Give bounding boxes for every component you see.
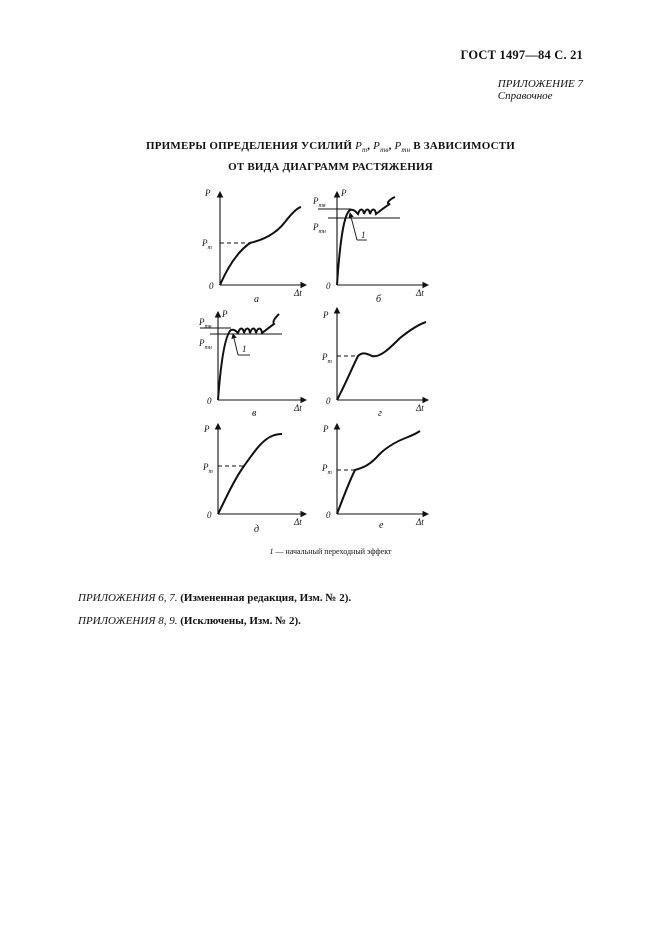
title-part-1: ПРИМЕРЫ ОПРЕДЕЛЕНИЯ УСИЛИЙ [145, 140, 353, 152]
diagram-b [312, 188, 428, 305]
caption-g: г [378, 408, 382, 419]
title-symbol-pt: $P_т$ [355, 140, 368, 155]
caption-d: д [254, 524, 260, 535]
axis-y-a: P [205, 188, 211, 198]
axis-x-b: Δt [416, 288, 424, 298]
appendix-type: Справочное [497, 90, 553, 102]
origin-a: 0 [209, 281, 214, 291]
axis-y-d: P [204, 424, 210, 434]
axis-x-d: Δt [294, 517, 302, 527]
footer-line-2-note: (Исключены, Изм. № 2). [180, 615, 301, 627]
label-ptn-v: $P_{тн}$ [199, 338, 212, 351]
axis-x-a: Δt [294, 288, 302, 298]
footer-line-1-appendices: ПРИЛОЖЕНИЯ 6, 7. [78, 592, 178, 604]
title-part-2: В ЗАВИСИМОСТИ [413, 140, 516, 152]
marker-1-b: 1 [361, 230, 366, 240]
label-pt-e: $P_т$ [322, 463, 332, 476]
origin-b: 0 [326, 281, 331, 291]
marker-1-v: 1 [242, 344, 247, 354]
title-line-2: ОТ ВИДА ДИАГРАММ РАСТЯЖЕНИЯ [228, 161, 433, 174]
axis-y-b: P [341, 188, 347, 198]
note-number: 1 [269, 547, 274, 556]
page-header-gost: ГОСТ 1497—84 С. 21 [460, 48, 583, 62]
footer-line-1-note: (Измененная редакция, Изм. № 2). [180, 592, 352, 604]
axis-x-g: Δt [416, 403, 424, 413]
diagram-v [198, 309, 306, 419]
label-pt-a: $P_т$ [202, 238, 212, 251]
axis-x-e: Δt [416, 517, 424, 527]
origin-e: 0 [326, 510, 331, 520]
caption-e: е [379, 520, 384, 531]
label-ptn-b: $P_{тн}$ [313, 222, 326, 235]
diagram-e [321, 424, 428, 531]
diagram-a [201, 188, 306, 305]
caption-b: б [376, 294, 382, 305]
footer-line-2 [78, 615, 301, 627]
diagram-g [321, 308, 428, 419]
label-pt-d: $P_т$ [203, 462, 213, 475]
footer-line-1 [78, 592, 351, 604]
origin-d: 0 [207, 510, 212, 520]
appendix-number: ПРИЛОЖЕНИЕ 7 [497, 78, 583, 90]
title-symbol-ptv: $P_{тв}$ [373, 140, 389, 155]
title-line-1: ПРИМЕРЫ ОПРЕДЕЛЕНИЯ УСИЛИЙ $P_т$, $P_{тв}$, $P_{тн}$ В ЗАВИСИМОСТИ [145, 140, 516, 155]
axis-y-e: P [323, 424, 329, 434]
axis-y-v: P [222, 309, 228, 319]
origin-g: 0 [326, 396, 331, 406]
note-text: — начальный переходный эффект [275, 547, 392, 556]
axis-y-g: P [323, 310, 329, 320]
caption-a: а [254, 294, 259, 305]
figure-note [0, 547, 661, 556]
origin-v: 0 [207, 396, 212, 406]
label-pt-g: $P_т$ [322, 352, 332, 365]
caption-v: в [252, 408, 257, 419]
axis-x-v: Δt [294, 403, 302, 413]
title-symbol-ptn: $P_{тн}$ [394, 140, 411, 155]
label-ptv-b: $P_{тв}$ [313, 196, 326, 209]
footer-line-2-appendices: ПРИЛОЖЕНИЯ 8, 9. [78, 615, 178, 627]
label-ptv-v: $P_{тв}$ [199, 317, 212, 330]
diagram-d [202, 424, 306, 535]
